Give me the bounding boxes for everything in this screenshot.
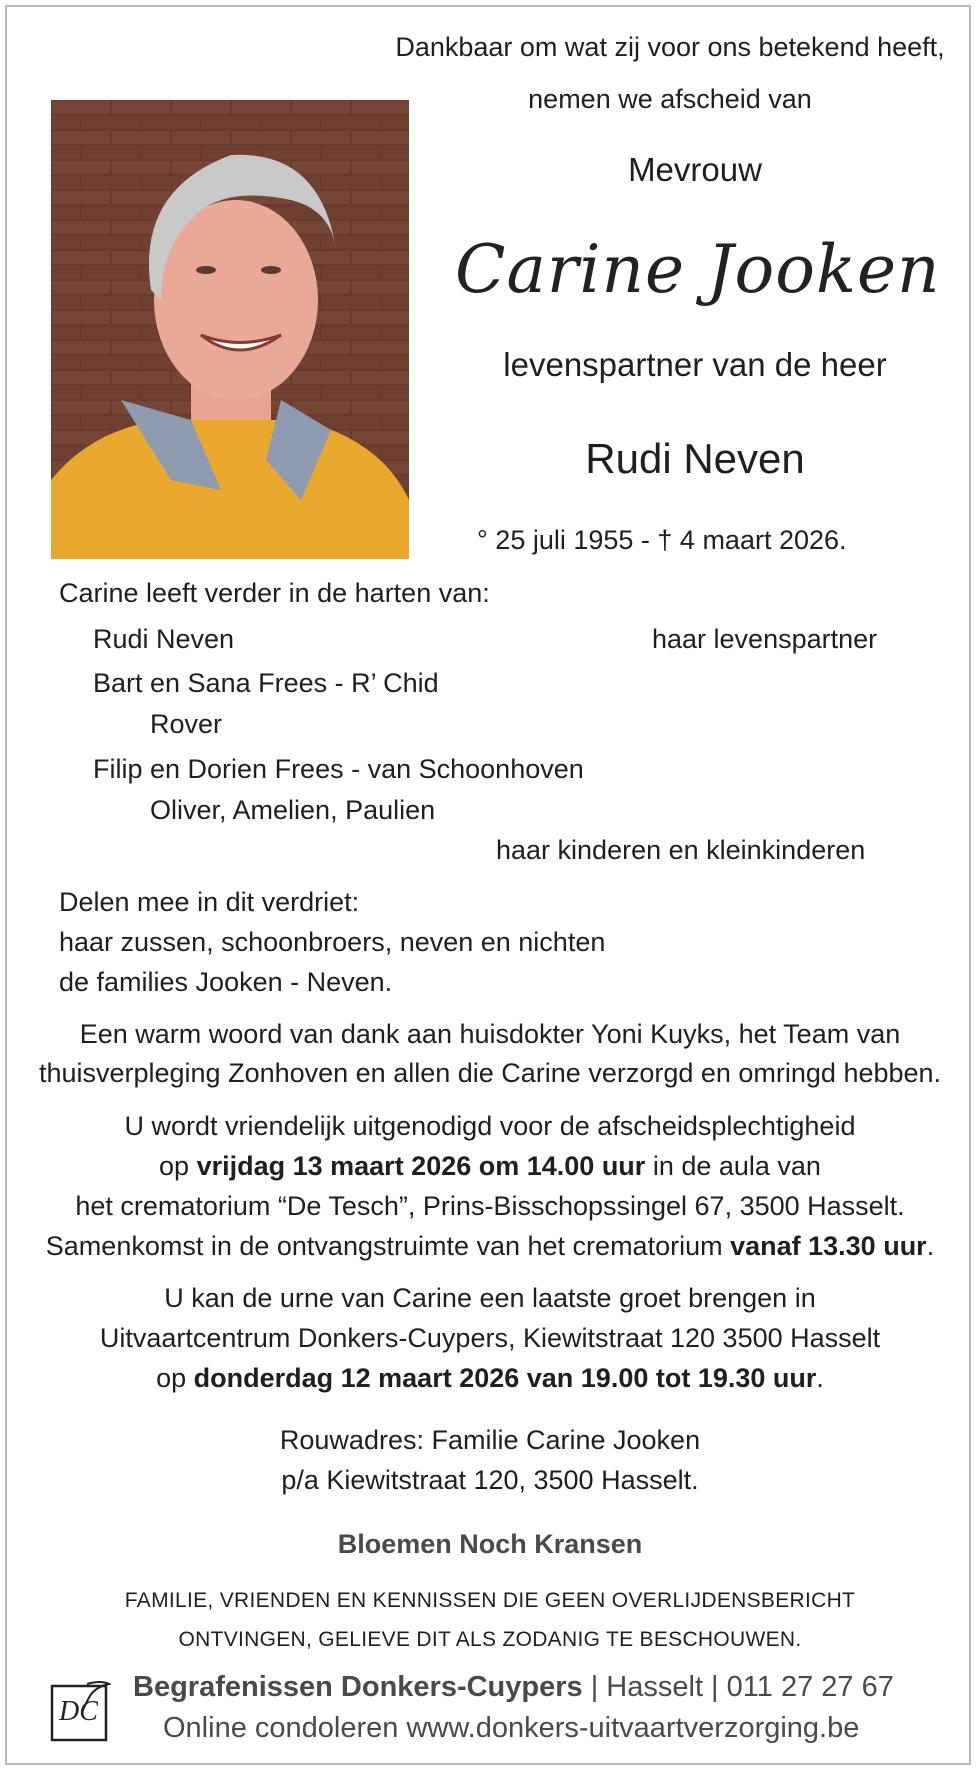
address-line-1: Rouwadres: Familie Carine Jooken: [279, 1425, 701, 1455]
survivor-family-1-child: Rover: [150, 709, 223, 739]
thanks-line-2: thuisverpleging Zonhoven en allen die Carine verzorgd en omringd hebben.: [38, 1058, 942, 1088]
survivor-partner-name: Rudi Neven: [93, 624, 235, 654]
footer-company-line: Begrafenissen Donkers-Cuypers | Hasselt | 011 27 27 67: [133, 1671, 894, 1703]
notice-line-1: FAMILIE, VRIENDEN EN KENNISSEN DIE GEEN OVERLIJDENSBERICHT: [124, 1589, 856, 1612]
online-condolences-link[interactable]: Online condoleren www.donkers-uitvaartverzorging.be: [163, 1712, 860, 1744]
survivor-family-2-children: Oliver, Amelien, Paulien: [150, 795, 436, 825]
thanks-line-1: Een warm woord van dank aan huisdokter Yoni Kuyks, het Team van: [79, 1019, 901, 1049]
company-name: Begrafenissen Donkers-Cuypers: [133, 1671, 583, 1703]
survivor-family-2: Filip en Dorien Frees - van Schoonhoven: [93, 754, 584, 784]
life-dates: ° 25 juli 1955 - † 4 maart 2026.: [477, 525, 847, 555]
ceremony-line-4: Samenkomst in de ontvangstruimte van het crematorium vanaf 13.30 uur.: [45, 1231, 935, 1261]
gathering-time: vanaf 13.30 uur: [730, 1231, 927, 1261]
sharing-intro: Delen mee in dit verdriet:: [59, 887, 360, 917]
children-role: haar kinderen en kleinkinderen: [496, 835, 866, 865]
visitation-datetime: donderdag 12 maart 2026 van 19.00 tot 19.30 uur: [193, 1363, 817, 1393]
survivors-intro: Carine leeft verder in de harten van:: [59, 578, 490, 608]
address-line-2: p/a Kiewitstraat 120, 3500 Hasselt.: [281, 1465, 699, 1495]
intro-line-2: nemen we afscheid van: [528, 84, 812, 114]
notice-line-2: ONTVINGEN, GELIEVE DIT ALS ZODANIG TE BESCHOUWEN.: [178, 1628, 802, 1651]
salutation: Mevrouw: [628, 151, 762, 188]
flowers-notice: Bloemen Noch Kransen: [337, 1529, 643, 1559]
relation-text: levenspartner van de heer: [503, 346, 887, 383]
ceremony-line-2: op vrijdag 13 maart 2026 om 14.00 uur in de aula van: [159, 1151, 821, 1181]
visitation-line-3: op donderdag 12 maart 2026 van 19.00 tot 19.30 uur.: [156, 1363, 824, 1393]
ceremony-line-3: het crematorium “De Tesch”, Prins-Bisschopssingel 67, 3500 Hasselt.: [75, 1191, 905, 1221]
visitation-line-1: U kan de urne van Carine een laatste groet brengen in: [164, 1283, 816, 1313]
deceased-name: Carine Jooken: [455, 231, 941, 308]
visitation-line-2: Uitvaartcentrum Donkers-Cuypers, Kiewitstraat 120 3500 Hasselt: [99, 1323, 881, 1353]
ceremony-datetime: vrijdag 13 maart 2026 om 14.00 uur: [196, 1151, 646, 1181]
funeral-home-logo: [49, 1680, 111, 1744]
svg-text:DC: DC: [59, 1696, 98, 1727]
ceremony-line-1: U wordt vriendelijk uitgenodigd voor de afscheidsplechtigheid: [124, 1111, 856, 1141]
intro-line-1: Dankbaar om wat zij voor ons betekend heeft,: [395, 32, 945, 62]
sharing-line-2: de families Jooken - Neven.: [59, 967, 393, 997]
partner-name: Rudi Neven: [585, 435, 805, 482]
survivor-partner-role: haar levenspartner: [652, 624, 878, 654]
portrait-photo: [51, 100, 409, 559]
sharing-line-1: haar zussen, schoonbroers, neven en nichten: [59, 927, 606, 957]
survivor-family-1: Bart en Sana Frees - R’ Chid: [93, 668, 439, 698]
